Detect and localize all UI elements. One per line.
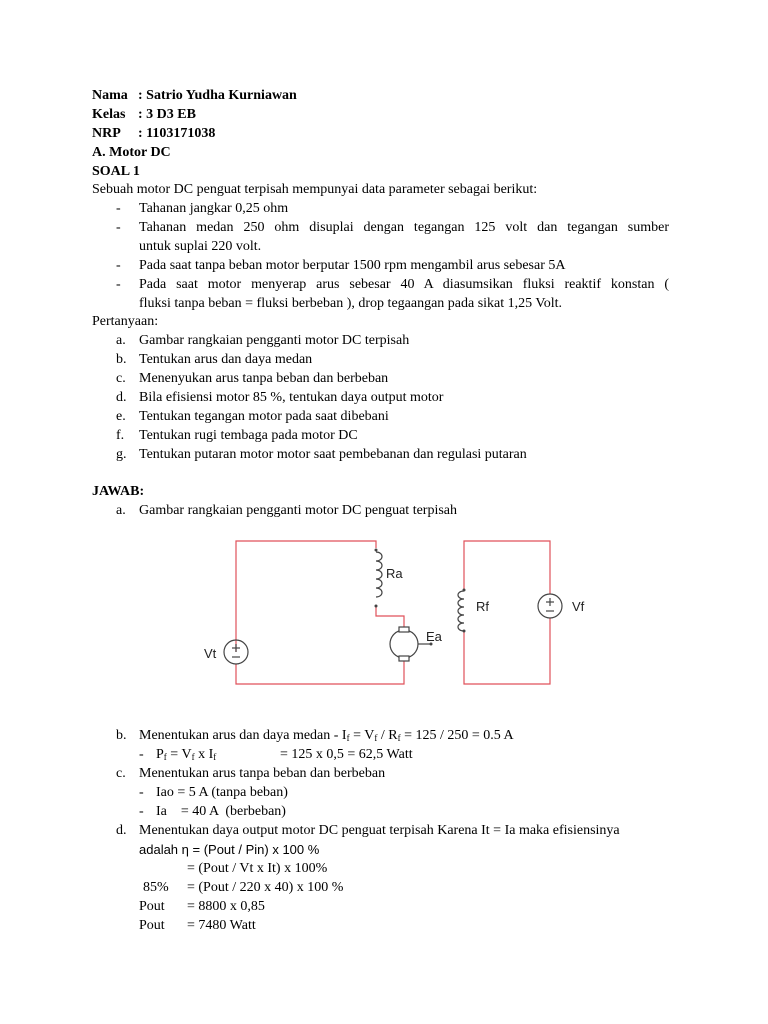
wire	[236, 541, 376, 652]
ra-inductor	[376, 552, 382, 597]
answer-b-power-result: = 125 x 0,5 = 62,5 Watt	[280, 747, 413, 762]
motor-brush-bottom	[399, 656, 409, 661]
answer-d-efficiency-eq: adalah η = (Pout / Pin) x 100 %	[139, 842, 320, 857]
answer-c-dash: -	[139, 785, 144, 800]
kelas-label: Kelas	[92, 107, 126, 122]
wire	[464, 618, 550, 684]
rf-inductor	[458, 591, 464, 631]
answer-d-eq3-left: 85%	[143, 880, 169, 895]
rf-dot-top	[463, 589, 466, 592]
equation-part: P	[156, 747, 164, 762]
question-letter: e.	[116, 409, 126, 424]
kelas-value: : 3 D3 EB	[138, 107, 196, 122]
answer-b-line	[139, 727, 514, 747]
answer-c-text: Menentukan arus tanpa beban dan berbeban	[139, 766, 386, 781]
rf-dot-bottom	[463, 630, 466, 633]
param-item: Pada saat motor menyerap arus sebesar 40 A diasumsikan fluksi reaktif konstan (	[139, 277, 669, 292]
answer-b-text: Menentukan arus dan daya medan - I	[139, 728, 347, 743]
subscript: f	[213, 752, 217, 762]
equation-part: / R	[377, 728, 398, 743]
section-title: A. Motor DC	[92, 145, 171, 160]
motor-brush-top	[399, 627, 409, 632]
subscript: f	[397, 733, 401, 743]
param-item: Pada saat tanpa beban motor berputar 1500 rpm mengambil arus sebesar 5A	[139, 258, 566, 273]
answer-c-item: Ia = 40 A (berbeban)	[156, 804, 286, 819]
pertanyaan-label: Pertanyaan:	[92, 314, 159, 329]
vf-label: Vf	[572, 599, 585, 614]
answer-a-letter: a.	[116, 503, 126, 518]
question-letter: g.	[116, 447, 127, 462]
ra-dot-top	[375, 549, 378, 552]
question-letter: b.	[116, 352, 127, 367]
question-item: Tentukan arus dan daya medan	[139, 352, 313, 367]
wire	[376, 607, 404, 628]
question-letter: d.	[116, 390, 127, 405]
answer-d-eq3-right: = (Pout / 220 x 40) x 100 %	[187, 880, 344, 895]
equation-part: x I	[194, 747, 214, 762]
question-letter: f.	[116, 428, 125, 443]
answer-d-eq5-right: = 7480 Watt	[187, 918, 256, 933]
equation-part: = V	[166, 747, 192, 762]
answer-a-text: Gambar rangkaian pengganti motor DC penguat terpisah	[139, 503, 458, 518]
jawab-label: JAWAB:	[92, 484, 145, 499]
subscript: f	[191, 752, 195, 762]
question-item: Menenyukan arus tanpa beban dan berbeban	[139, 371, 389, 386]
param-item: Tahanan jangkar 0,25 ohm	[139, 201, 289, 216]
question-item: Bila efisiensi motor 85 %, tentukan daya output motor	[139, 390, 444, 405]
answer-c-dash: -	[139, 804, 144, 819]
answer-d-eq4-left: Pout	[139, 899, 165, 914]
param-dash: -	[116, 201, 121, 216]
answer-d-eq5-left: Pout	[139, 918, 165, 933]
subscript: f	[163, 752, 167, 762]
question-item: Tentukan tegangan motor pada saat dibebani	[139, 409, 389, 424]
param-item-cont: fluksi tanpa beban = fluksi berbeban ), drop tegaangan pada sikat 1,25 Volt.	[139, 296, 562, 311]
param-dash: -	[116, 220, 121, 235]
rf-label: Rf	[476, 599, 489, 614]
question-item: Tentukan putaran motor motor saat pembebanan dan regulasi putaran	[139, 447, 527, 462]
answer-d-text: Menentukan daya output motor DC penguat terpisah Karena It = Ia maka efisiensinya	[139, 823, 620, 838]
soal-title: SOAL 1	[92, 164, 140, 179]
ea-label: Ea	[426, 629, 442, 644]
armature-circuit	[224, 541, 433, 684]
subscript: f	[346, 733, 350, 743]
param-dash: -	[116, 277, 121, 292]
param-item-cont: untuk suplai 220 volt.	[139, 239, 262, 254]
question-letter: a.	[116, 333, 126, 348]
intro-text: Sebuah motor DC penguat terpisah mempunyai data parameter sebagai berikut:	[92, 182, 538, 197]
param-dash: -	[116, 258, 121, 273]
wire	[236, 660, 404, 684]
question-item: Gambar rangkaian pengganti motor DC terpisah	[139, 333, 410, 348]
question-item: Tentukan rugi tembaga pada motor DC	[139, 428, 358, 443]
motor-ea	[390, 630, 418, 658]
wire	[464, 541, 550, 594]
equation-part: = 125 / 250 = 0.5 A	[400, 728, 514, 743]
subscript: f	[374, 733, 378, 743]
answer-d-letter: d.	[116, 823, 127, 838]
answer-b-dash: -	[139, 747, 144, 762]
answer-d-eq4-right: = 8800 x 0,85	[187, 899, 265, 914]
nrp-label: NRP	[92, 126, 121, 141]
answer-b-letter: b.	[116, 728, 127, 743]
param-item: Tahanan medan 250 ohm disuplai dengan tegangan 125 volt dan tegangan sumber	[139, 220, 669, 235]
answer-d-eq2: = (Pout / Vt x It) x 100%	[187, 861, 328, 876]
answer-c-item: Iao = 5 A (tanpa beban)	[156, 785, 288, 800]
nrp-value: : 1103171038	[138, 126, 216, 141]
answer-c-letter: c.	[116, 766, 126, 781]
nama-label: Nama	[92, 88, 128, 103]
field-circuit	[458, 541, 562, 684]
answer-b-power-eq	[156, 746, 216, 766]
question-letter: c.	[116, 371, 126, 386]
vt-label: Vt	[204, 646, 217, 661]
equation-part: = V	[349, 728, 375, 743]
nama-value: : Satrio Yudha Kurniawan	[138, 88, 297, 103]
ra-label: Ra	[386, 566, 403, 581]
ra-dot-bottom	[375, 605, 378, 608]
